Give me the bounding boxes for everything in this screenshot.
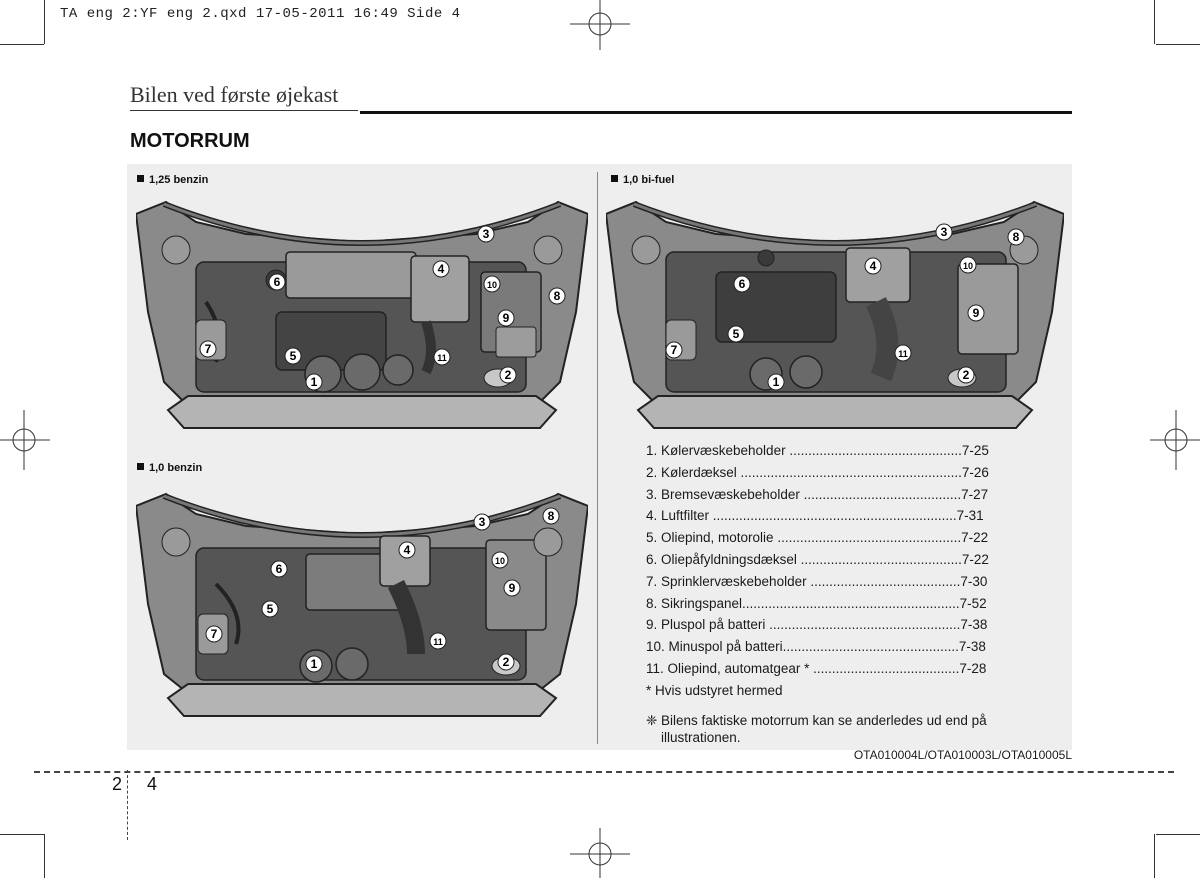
callout-11: [895, 345, 911, 361]
illustration-note: [646, 712, 1026, 746]
callout-1-text: 1: [772, 375, 780, 389]
engine-bay-drawing: [136, 494, 588, 716]
callout-3: [478, 226, 494, 242]
crop-mark: [0, 834, 44, 835]
page-number: 2 4: [112, 774, 168, 794]
callout-10-text: 10: [962, 261, 974, 271]
note-symbol-icon: ❈: [646, 713, 658, 728]
callout-8: [549, 288, 565, 304]
header-rule-thin: [130, 110, 358, 111]
callout-4-text: 4: [869, 259, 877, 273]
callout-9: [968, 305, 984, 321]
engine-bay-drawing: [136, 202, 588, 428]
callout-7-text: 7: [204, 342, 212, 356]
callout-7-text: 7: [670, 343, 678, 357]
registration-mark-top-icon: [570, 0, 630, 50]
list-item: 1. Kølervæskebeholder ..............................................7-25: [646, 443, 989, 458]
callout-1: [306, 374, 322, 390]
callout-6: [269, 274, 285, 290]
list-item: 3. Bremsevæskebeholder ..........................................7-27: [646, 486, 989, 502]
figure-codes: OTA010004L/OTA010003L/OTA010005L: [853, 748, 1072, 762]
callout-11-text: 11: [898, 349, 908, 359]
registration-mark-right-icon: [1150, 410, 1200, 470]
section-title: MOTORRUM: [130, 130, 250, 152]
figure-label-10-benzin: [137, 462, 202, 474]
callout-4-text: 4: [437, 262, 445, 276]
callout-10-text: 10: [486, 280, 498, 290]
callout-1: [768, 374, 784, 390]
callout-9-text: 9: [972, 306, 980, 320]
callout-7-text: 7: [210, 627, 218, 641]
list-item: 11. Oliepind, automatgear * .......................................7-28: [646, 660, 987, 676]
crop-mark: [0, 44, 44, 45]
callout-5: [262, 601, 278, 617]
list-item: 8. Sikringspanel..........................................................7-52: [646, 595, 987, 611]
callout-3: [474, 514, 490, 530]
callout-2: [498, 654, 514, 670]
callout-8-text: 8: [1012, 230, 1020, 244]
list-item: 6. Oliepåfyldningsdæksel ...........................................7-22: [646, 551, 989, 567]
figure-label-125-benzin: [137, 174, 208, 186]
registration-mark-bottom-icon: [570, 828, 630, 878]
callout-5-text: 5: [266, 602, 274, 616]
callout-6-text: 6: [275, 562, 283, 576]
crop-mark: [1154, 0, 1155, 44]
header-rule-thick: [360, 111, 1072, 114]
callout-8-text: 8: [553, 289, 561, 303]
callout-9-text: 9: [508, 581, 516, 595]
callout-4: [399, 542, 415, 558]
callout-10: [960, 257, 976, 273]
callout-2-text: 2: [502, 655, 510, 669]
callout-8: [1008, 229, 1024, 245]
callout-4-text: 4: [403, 543, 411, 557]
engine-bay-illustration-125-benzin: [136, 192, 588, 440]
callout-11: [434, 349, 450, 365]
crop-mark: [1154, 834, 1155, 878]
list-item: 10. Minuspol på batteri...............................................7-38: [646, 639, 986, 655]
callout-8-text: 8: [547, 509, 555, 523]
engine-bay-drawing: [606, 202, 1064, 428]
callout-1: [306, 656, 322, 672]
figure-label-10-bifuel: [611, 174, 674, 186]
callout-3-text: 3: [482, 227, 490, 241]
figure-label-text: 1,0 benzin: [149, 462, 203, 474]
list-item: 2. Kølerdæksel ...........................................................7-26: [646, 464, 989, 480]
list-item: 7. Sprinklervæskebeholder ........................................7-30: [646, 573, 988, 589]
print-slug: TA eng 2:YF eng 2.qxd 17-05-2011 16:49 Side 4: [60, 6, 461, 22]
registration-mark-left-icon: [0, 410, 50, 470]
callout-11: [430, 633, 446, 649]
list-item: 5. Oliepind, motorolie .................................................7-22: [646, 530, 989, 546]
crop-mark: [1156, 834, 1200, 835]
callout-1-text: 1: [310, 657, 318, 671]
figure-label-text: 1,25 benzin: [149, 174, 209, 186]
list-item: 9. Pluspol på batteri ...................................................7-38: [646, 617, 988, 633]
running-header: Bilen ved første øjekast: [130, 82, 339, 107]
callout-2-text: 2: [962, 368, 970, 382]
callout-7: [206, 626, 222, 642]
callout-6: [271, 561, 287, 577]
figure-label-text: 1,0 bi-fuel: [623, 174, 675, 186]
callout-9: [504, 580, 520, 596]
crop-mark: [44, 834, 45, 878]
engine-bay-illustration-10-benzin: [136, 484, 588, 724]
callout-3-text: 3: [478, 515, 486, 529]
callout-11-text: 11: [433, 637, 443, 647]
callout-8: [543, 508, 559, 524]
callout-7: [666, 342, 682, 358]
callout-4: [865, 258, 881, 274]
callout-9: [498, 310, 514, 326]
callout-5-text: 5: [289, 349, 297, 363]
callout-2-text: 2: [504, 368, 512, 382]
callout-5-text: 5: [732, 327, 740, 341]
callout-5: [285, 348, 301, 364]
callout-10-text: 10: [494, 556, 506, 566]
callout-6-text: 6: [273, 275, 281, 289]
callout-7: [200, 341, 216, 357]
callout-6: [734, 276, 750, 292]
callout-2: [958, 367, 974, 383]
footer-dashed-rule: [34, 771, 1174, 773]
callout-5: [728, 326, 744, 342]
callout-1-text: 1: [310, 375, 318, 389]
callout-11-text: 11: [437, 353, 447, 363]
list-item: 4. Luftfilter .................................................................7-31: [646, 508, 984, 524]
callout-4: [433, 261, 449, 277]
callout-3: [936, 224, 952, 240]
callout-6-text: 6: [738, 277, 746, 291]
callout-2: [500, 367, 516, 383]
footnote: * Hvis udstyret hermed: [646, 682, 783, 698]
callout-10: [484, 276, 500, 292]
column-divider: [597, 172, 598, 744]
crop-mark: [1156, 44, 1200, 45]
callout-10: [492, 552, 508, 568]
callout-9-text: 9: [502, 311, 510, 325]
engine-bay-illustration-10-bifuel: [606, 192, 1064, 440]
component-list: [646, 440, 1026, 702]
note-text: Bilens faktiske motorrum kan se anderledes ud end på illustrationen.: [661, 713, 987, 745]
crop-mark: [44, 0, 45, 44]
callout-3-text: 3: [940, 225, 948, 239]
